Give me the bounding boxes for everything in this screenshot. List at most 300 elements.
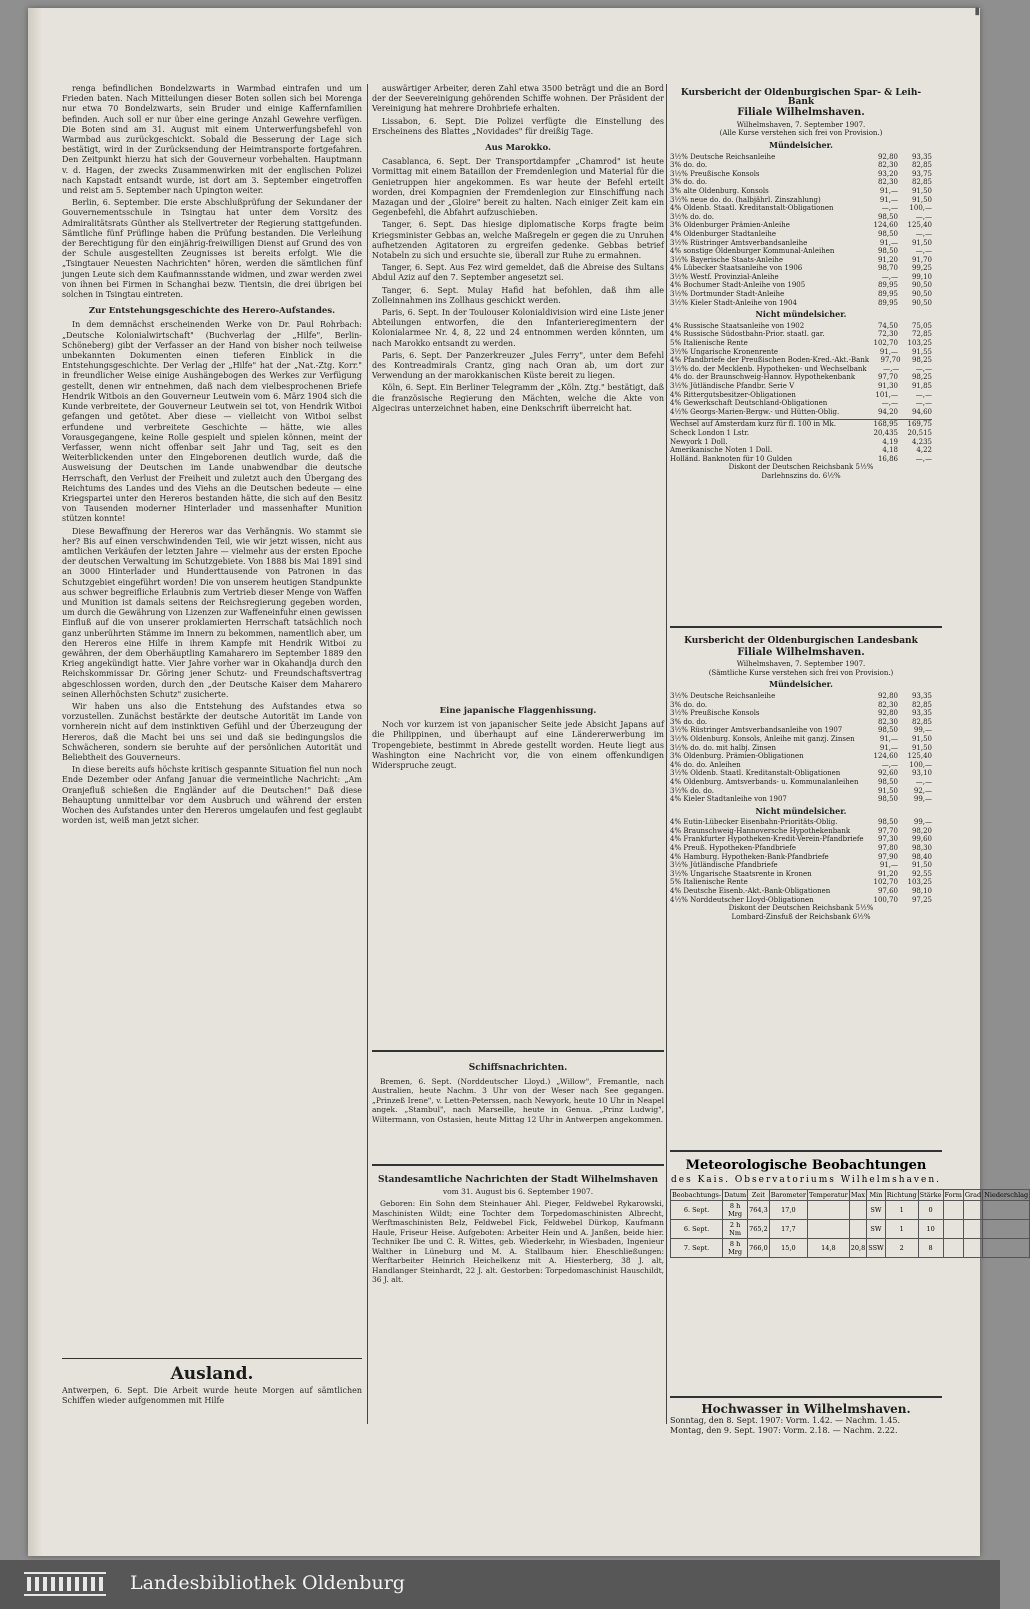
rate-label: 3% do. do. <box>670 700 708 709</box>
rate-label: 3½% Preußische Konsols <box>670 169 760 178</box>
rate-row <box>670 735 932 744</box>
weather-cell <box>963 1239 982 1258</box>
rate-bid: 92,80 <box>877 709 898 718</box>
rate-label: 4% Kieler Stadtanleihe von 1907 <box>670 795 787 804</box>
weather-cell <box>983 1239 1030 1258</box>
rate-label: 4% Oldenb. Staatl. Kreditanstalt-Obligationen <box>670 204 834 213</box>
weather-cell: 766,0 <box>748 1239 770 1258</box>
rate-label: 4% Oldenburger Stadtanleihe <box>670 229 776 238</box>
civil-register-heading: Standesamtliche Nachrichten der Stadt Wilhelmshaven <box>377 1175 659 1185</box>
article-paragraph: Paris, 6. Sept. Der Panzerkreuzer „Jules Ferry", unter dem Befehl des Kontreadmirals Crantz, ging nach Oran ab, um dort zur Verwendung an der marokkanischen Küste bereit zu liegen. <box>372 350 664 381</box>
rate-bid: 168,95 <box>873 420 898 429</box>
rate-row <box>670 887 932 896</box>
rate-label: 3½% Rüstringer Amtsverbandsanleihe von 1907 <box>670 726 843 735</box>
rate-label: Holländ. Banknoten für 10 Gulden <box>670 454 793 463</box>
rate-bid: —,— <box>881 399 898 408</box>
rate-ask: 72,85 <box>911 330 932 339</box>
rate-row <box>670 339 932 348</box>
bank-report-landesbank <box>670 634 932 921</box>
rate-ask: 4,235 <box>911 437 932 446</box>
rate-bid: 16,86 <box>877 454 898 463</box>
rate-label: 4% Russische Südostbahn-Prior. staatl. gar. <box>670 330 825 339</box>
rate-bid: 94,20 <box>877 407 898 416</box>
rate-label: 3½% Dortmunder Stadt-Anleihe <box>670 290 785 299</box>
ausland-text: Antwerpen, 6. Sept. Die Arbeit wurde heute Morgen auf sämtlichen Schiffen wieder aufgenommen mit Hilfe <box>62 1386 362 1406</box>
rate-label: 4% Preuß. Hypotheken-Pfandbriefe <box>670 844 797 853</box>
rate-row <box>670 221 932 230</box>
rate-row <box>670 348 932 357</box>
weather-cell: 8 <box>918 1239 943 1258</box>
rate-ask: 94,60 <box>911 407 932 416</box>
rate-ask: 92,55 <box>911 869 932 878</box>
section-rule <box>372 1050 664 1052</box>
rate-ask: 99,— <box>913 818 932 827</box>
section-label: Nicht mündelsicher. <box>755 309 847 320</box>
rate-bid: 91,— <box>879 195 898 204</box>
rate-ask: 100,— <box>909 760 932 769</box>
rate-label: 4% Deutsche Eisenb.-Akt.-Bank-Obligationen <box>670 887 831 896</box>
rate-ask: 93,75 <box>911 169 932 178</box>
bank-report-title: Kursbericht der Oldenburgischen Spar- & Leih-Bank <box>680 88 922 107</box>
tide-table <box>670 1404 942 1436</box>
rate-bid: 101,— <box>875 390 898 399</box>
civil-register-box <box>372 1174 664 1434</box>
rate-bid: —,— <box>881 204 898 213</box>
ausland-heading: Ausland. <box>170 1364 254 1384</box>
rate-bid: 82,30 <box>877 161 898 170</box>
weather-cell <box>983 1220 1030 1239</box>
rate-row <box>670 230 932 239</box>
rate-label: 3½% Ungarische Staatsrente in Kronen <box>670 869 812 878</box>
article-paragraph: Lissabon, 6. Sept. Die Polizei verfügte die Einstellung des Erscheinens des Blattes „Novidades" für dreißig Tage. <box>372 116 664 136</box>
rate-bid: 92,60 <box>877 769 898 778</box>
rate-ask: 98,10 <box>911 887 932 896</box>
rate-row <box>670 356 932 365</box>
section-rule <box>372 1164 664 1166</box>
rate-bid: 89,95 <box>877 298 898 307</box>
rate-ask: 99,10 <box>911 272 932 281</box>
rate-row <box>670 718 932 727</box>
rate-bid: 89,95 <box>877 281 898 290</box>
weather-cell: SSW <box>867 1239 885 1258</box>
rate-row <box>670 429 932 438</box>
rate-label: 4% Bochumer Stadt-Anleihe von 1905 <box>670 281 806 290</box>
rate-ask: 75,05 <box>911 321 932 330</box>
rate-ask: —,— <box>915 390 932 399</box>
rate-row <box>670 795 932 804</box>
weather-cell: 2 h Nm <box>723 1220 748 1239</box>
rate-label: Wechsel auf Amsterdam kurz für fl. 100 in Mk. <box>670 420 836 429</box>
rate-ask: 97,25 <box>911 895 932 904</box>
weather-column-header: Datum <box>724 1191 747 1199</box>
rate-bid: 91,— <box>879 861 898 870</box>
rate-row <box>670 438 932 447</box>
library-name: Landesbibliothek Oldenburg <box>130 1572 405 1594</box>
rate-bid: 124,60 <box>873 752 898 761</box>
article-paragraph: auswärtiger Arbeiter, deren Zahl etwa 3500 beträgt und die an Bord der der Seevereinigung gehörenden Schiffe wohnen. Der Präsident der Vereinigung hat mehrere Drohbriefe erhalten. <box>372 84 664 114</box>
weather-cell: 764,3 <box>748 1201 770 1220</box>
weather-column-header: Min <box>867 1190 885 1201</box>
rate-row <box>670 709 932 718</box>
rate-label: 3½% do. do. <box>670 786 714 795</box>
rate-label: 3% do. do. <box>670 178 708 187</box>
civil-register-period: vom 31. August bis 6. September 1907. <box>442 1186 594 1196</box>
rate-bid: 91,— <box>879 347 898 356</box>
weather-cell <box>849 1201 866 1220</box>
article-heading: Aus Marokko. <box>485 143 551 154</box>
rate-label: 4% Pfandbriefe der Preußischen Boden-Kred.-Akt.-Bank <box>670 356 870 365</box>
article-heading: Eine japanische Flaggenhissung. <box>439 706 597 716</box>
rate-ask: 99,— <box>913 726 932 735</box>
bank-report-date: Wilhelmshaven, 7. September 1907. <box>736 660 866 669</box>
rate-bid: 100,70 <box>873 895 898 904</box>
weather-column-header: Barometer <box>770 1191 806 1199</box>
article-paragraph: Berlin, 6. September. Die erste Abschlußprüfung der Sekundaner der Gouvernementsschule in Tsingtau hat unter dem Vorsitz des Admiralitätsrats Günther als Stellvertreter der Regierung stattgefunden. Sämtliche fünf Prüflinge haben die Prüfung bestanden. Die Verleihung der Berechtigung für den einjährig-freiwilligen Dienst auf Grund des von der Schule ausgestellten Zeugnisses ist bereits erfolgt. Wie die „Tsingtauer Neuesten Nachrichten" hören, werden die sämtlichen fünf jungen Leute sich dem Kaufmannsstande widmen, und zwar werden zwei von ihnen bei Firmen in Schanghai bezw. Tientsin, die drei übrigen bei solchen in Tsingtau eintreten. <box>62 198 362 300</box>
rate-label: 3% do. do. <box>670 717 708 726</box>
rate-bid: 91,— <box>879 186 898 195</box>
weather-cell <box>808 1201 850 1220</box>
rate-bid: 72,30 <box>877 330 898 339</box>
rate-row <box>670 239 932 248</box>
bank-report-date: Wilhelmshaven, 7. September 1907. <box>736 120 866 129</box>
rate-bid: 91,— <box>879 238 898 247</box>
rate-ask: —,— <box>915 364 932 373</box>
rate-row <box>670 204 932 213</box>
weather-cell: 10 <box>918 1220 943 1239</box>
rate-row <box>670 896 932 905</box>
rate-bid: 97,30 <box>877 835 898 844</box>
rate-row <box>670 213 932 222</box>
rate-bid: 98,50 <box>877 726 898 735</box>
weather-column-header: Max <box>850 1191 866 1199</box>
civil-register-text: Geboren: Ein Sohn dem Steinhauer Ahl. Pieger, Feldwebel Rykarowski, Maschinisten Wildt; eine Tochter dem Torpedomaschinisten Albrecht, Werftmaschinisten Belz, Feldwebel Fick, Feldwebel Dürkop, Kaufmann Haule, Friseur Heise. Aufgeboten: Arbeiter Hein und A. Janßen, beide hier. Techniker Ibe und C. R. Wittes, geb. Wiederkehr, in Wiesbaden, Ingenieur Walther in Lüneburg und M. A. Stallbaum hier. Eheschließungen: Werftarbeiter Heinrich Heichelkenz mit A. Hiesterberg, 38 J. alt, Handlanger Steinhardt, 22 J. alt. Gestorben: Torpedomaschinist Hauschildt, 36 J. alt. <box>372 1199 664 1284</box>
weather-cell: 1 <box>885 1201 918 1220</box>
rate-ask: —,— <box>915 247 932 256</box>
column-1 <box>62 84 362 1364</box>
library-building-icon <box>22 1568 108 1598</box>
footer-bar <box>0 1560 1000 1609</box>
rate-ask: 90,50 <box>911 290 932 299</box>
rate-bid: 91,50 <box>877 786 898 795</box>
bank-report-branch: Filiale Wilhelmshaven. <box>737 646 865 658</box>
discount-rate: Diskont der Deutschen Reichsbank 5½% <box>728 463 874 472</box>
rate-bid: 98,50 <box>877 818 898 827</box>
weather-observations <box>670 1158 1029 1258</box>
weather-row <box>671 1201 1030 1220</box>
rate-row <box>670 446 932 455</box>
rate-row <box>670 290 932 299</box>
rate-row <box>670 281 932 290</box>
rate-bid: 82,30 <box>877 717 898 726</box>
rate-label: 4% Hamburg. Hypotheken-Bank-Pfandbriefe <box>670 852 829 861</box>
rate-label: 3½% Jütländische Pfandbr. Serie V <box>670 382 795 390</box>
rate-row <box>670 878 932 887</box>
rate-ask: 82,85 <box>911 161 932 170</box>
rate-label: 4% Eutin-Lübecker Eisenbahn-Prioritäts-Oblig. <box>670 818 838 827</box>
rate-bid: 97,90 <box>877 852 898 861</box>
rate-ask: 98,20 <box>911 826 932 835</box>
rate-label: 3½% Bayerische Staats-Anleihe <box>670 255 784 264</box>
rate-ask: 91,50 <box>911 186 932 195</box>
rate-row <box>670 778 932 787</box>
rate-ask: 92,— <box>913 786 932 795</box>
rate-bid: 74,50 <box>877 321 898 330</box>
section-rule <box>670 626 942 628</box>
rate-label: 3½% Preußische Konsols <box>670 709 760 718</box>
weather-cell <box>963 1201 982 1220</box>
rate-row <box>670 787 932 796</box>
rate-label: 4½% Norddeutscher Lloyd-Obligationen <box>670 895 814 904</box>
rate-label: 4% do. der Braunschweig-Hannov. Hypothekenbank <box>670 373 856 382</box>
rate-bid: 82,30 <box>877 700 898 709</box>
weather-cell: 2 <box>885 1239 918 1258</box>
rate-bid: 97,70 <box>877 373 898 382</box>
weather-cell <box>963 1220 982 1239</box>
weather-column-header: Stärke <box>919 1191 942 1199</box>
rate-label: 3½% Ungarische Kronenrente <box>670 347 779 356</box>
rate-label: 3½% Deutsche Reichsanleihe <box>670 152 776 161</box>
rate-row <box>670 870 932 879</box>
tide-title: Hochwasser in Wilhelmshaven. <box>701 1402 911 1416</box>
rate-ask: 82,85 <box>911 717 932 726</box>
ship-news-heading: Schiffsnachrichten. <box>468 1063 568 1073</box>
bank-report-title: Kursbericht der Oldenburgischen Landesbank <box>684 636 918 646</box>
rate-bid: 98,50 <box>877 777 898 786</box>
weather-cell: 8 h Mrg <box>723 1201 748 1220</box>
rate-bid: 4,19 <box>882 437 898 446</box>
article-paragraph: renga befindlichen Bondelzwarts in Warmbad eintrafen und um Frieden baten. Nach Mitteilungen dieser Boten sollen sich bei Morenga nur etwa 70 Bondelzwarts, sein Bruder und einige Kaffernfamilien befinden. Auch soll er nur über eine geringe Anzahl Gewehre verfügen. Die Boten sind am 31. August mit einem Unterwerfungsbefehl von Warmbad aus zurückgeschickt. Sobald die Besserung der Lage sich bestätigt, wird in der Zurücksendung der Heimtransporte fortgefahren. Den Zeitpunkt hierzu hat sich der Gouverneur vorbehalten. Hauptmann v. d. Hagen, der zwecks Zusammenwirken mit der englischen Polizei nach Kapstadt entsandt wurde, ist dort am 3. September eingetroffen und reist am 5. September nach Upington weiter. <box>62 84 362 196</box>
weather-cell: 20,8 <box>849 1239 866 1258</box>
article-paragraph: In diese bereits aufs höchste kritisch gespannte Situation fiel nun noch Ende Dezember oder Anfang Januar die vermeintliche Nachricht: „Am Oranjefluß schießen die Engländer auf die Deutschen!" Daß diese Behauptung unmittelbar vor dem Ausbruch und während der ersten Wochen des Aufstandes unter den Hereros umgelaufen und fest geglaubt worden ist, weiß man jetzt sicher. <box>62 765 362 826</box>
rate-label: 4% Lübecker Staatsanleihe von 1906 <box>670 264 803 273</box>
page-fold-shadow <box>28 8 42 1556</box>
rate-row <box>670 161 932 170</box>
discount-rate: Diskont der Deutschen Reichsbank 5½% <box>728 904 874 913</box>
rate-row <box>670 844 932 853</box>
rate-label: 3% do. do. <box>670 161 708 170</box>
weather-cell: 15,0 <box>769 1239 807 1258</box>
rate-ask: 98,30 <box>911 844 932 853</box>
rate-row <box>670 256 932 265</box>
rate-label: 4½% Georgs-Marien-Bergw.- und Hütten-Oblig. <box>670 407 840 416</box>
rate-row <box>670 455 932 464</box>
loan-rate: Darlehnszins do. 6½% <box>761 471 841 480</box>
rate-row <box>670 391 932 400</box>
rate-row <box>670 701 932 710</box>
rate-bid: 98,50 <box>877 212 898 221</box>
rate-row <box>670 322 932 331</box>
rate-ask: 103,25 <box>907 878 932 887</box>
rate-bid: 89,95 <box>877 290 898 299</box>
ship-news-text: Bremen, 6. Sept. (Norddeutscher Lloyd.) „Willow", Fremantle, nach Australien, heute Nachm. 3 Uhr von der Weser nach See gegangen. „Prinzeß Irene", v. Letten-Peterssen, nach Newyork, heute 10 Uhr in Neapel angek. „Stambul", nach Marseille, heute in Genua. „Prinz Ludwig", Wiltermann, von Ostasien, heute Mittag 12 Uhr in Antwerpen angekommen. <box>372 1076 664 1124</box>
article-paragraph: Tanger, 6. Sept. Das hiesige diplomatische Korps fragte beim Kriegsminister Gebbas an, welche Maßregeln er gegen die zu Unruhen aufhetzenden Agitatoren zu ergreifen gedenke. Gebbas betrief Notabeln zu sich und ersuchte sie, überall zur Ruhe zu ermahnen. <box>372 220 664 261</box>
weather-cell: 6. Sept. <box>671 1220 723 1239</box>
rate-bid: 93,20 <box>877 169 898 178</box>
rate-ask: 4,22 <box>916 446 932 455</box>
page-corner-mark: ▮ <box>974 6 980 17</box>
rate-bid: 102,70 <box>873 339 898 348</box>
weather-column-header: Grad <box>964 1191 982 1199</box>
rate-row <box>670 420 932 429</box>
rate-ask: 91,50 <box>911 238 932 247</box>
rate-ask: 91,70 <box>911 255 932 264</box>
weather-subtitle: des Kais. Observatoriums Wilhelmshaven. <box>671 1175 941 1185</box>
rate-row <box>670 818 932 827</box>
rate-ask: 99,25 <box>911 264 932 273</box>
rate-row <box>670 153 932 162</box>
weather-cell: 1 <box>885 1220 918 1239</box>
article-paragraph: In dem demnächst erscheinenden Werke von Dr. Paul Rohrbach: „Deutsche Kolonialwirtschaft" (Buchverlag der „Hilfe", Berlin-Schöneberg) gibt der Verfasser an der Hand von bisher noch teilweise unbekannten Dokumenten einen tieferen Einblick in die Entstehungsgeschichte. Der Verlag der „Hilfe" hat der „Nat.-Ztg. Korr." in freundlicher Weise einige Aushängebogen des Werkes zur Verfügung gestellt, denen wir entnehmen, daß nach dem vielbesprochenen Briefe Hendrik Witbois an den Gouverneur Leutwein vom 6. März 1904 sich die Kunde verbreitete, der Gouverneur Leutwein sei tot, von Hendrik Witboi gefangen und getötet. Aber diese — vielleicht von Witboi selbst erfundene und verbreitete Geschichte — hätte, wie alles Vorausgegangene, keine Rolle gespielt und spielen können, meint der Verfasser, wenn nicht offenbar seit Jahr und Tag, seit es den Weiterblickenden unter den Eingeborenen deutlich wurde, daß die Ausweisung der Deutschen im Lande unabwendbar die deutsche Herrschaft, den Verlust der Freiheit und zuletzt auch den Übergang des Reichtums des Landes und des Viehs an die Deutschen bedeute — eine Kriegspartei unter den Hereros bestanden hätte, die sich auf den Besitz von Tausenden moderner Hinterlader und massenhafter Munition stützen konnte! <box>62 320 362 524</box>
weather-cell: 0 <box>918 1201 943 1220</box>
rate-label: 4% Rittergutsbesitzer-Obligationen <box>670 390 796 399</box>
ship-news-box <box>372 1062 664 1158</box>
rate-label: 5% Italienische Rente <box>670 339 748 348</box>
rate-ask: 91,85 <box>911 382 932 390</box>
rate-label: Amerikanische Noten 1 Doll. <box>670 446 773 455</box>
rate-row <box>670 761 932 770</box>
rate-label: 4% Frankfurter Hypotheken-Kredit-Verein-Pfandbriefe <box>670 835 864 844</box>
rate-label: 3½% do. do. mit halbj. Zinsen <box>670 743 776 752</box>
rate-bid: 91,— <box>879 734 898 743</box>
rate-ask: 91,50 <box>911 861 932 870</box>
tide-line: Sonntag, den 8. Sept. 1907: Vorm. 1.42. — Nachm. 1.45. <box>670 1416 900 1425</box>
weather-cell <box>943 1201 963 1220</box>
weather-cell <box>983 1201 1030 1220</box>
rate-ask: —,— <box>915 777 932 786</box>
rate-bid: 91,30 <box>877 382 898 390</box>
rate-label: 4% Russische Staatsanleihe von 1902 <box>670 321 805 330</box>
weather-column-header: Temperatur <box>809 1191 848 1199</box>
rate-ask: 98,25 <box>911 373 932 382</box>
rate-ask: —,— <box>915 229 932 238</box>
rate-row <box>670 744 932 753</box>
weather-cell: 14,8 <box>808 1239 850 1258</box>
rate-ask: —,— <box>915 454 932 463</box>
bank-report-note: (Alle Kurse verstehen sich frei von Provision.) <box>719 129 883 138</box>
article-paragraph: Tanger, 6. Sept. Aus Fez wird gemeldet, daß die Abreise des Sultans Abdul Aziz auf den 7. September angesetzt sei. <box>372 263 664 283</box>
rate-ask: 90,50 <box>911 281 932 290</box>
column-rule <box>666 84 667 1424</box>
rate-label: 3½% neue do. do. (halbjährl. Zinszahlung) <box>670 195 821 204</box>
rate-row <box>670 373 932 382</box>
rate-ask: 91,50 <box>911 195 932 204</box>
rate-row <box>670 861 932 870</box>
rate-row <box>670 299 932 308</box>
rate-row <box>670 726 932 735</box>
rate-bid: 92,80 <box>877 152 898 161</box>
rate-bid: 98,50 <box>877 229 898 238</box>
rate-row <box>670 408 932 417</box>
rate-label: 4% do. do. Anleihen <box>670 760 741 769</box>
rate-label: 3½% Oldenb. Staatl. Kreditanstalt-Obligationen <box>670 769 841 778</box>
bank-report-note: (Sämtliche Kurse verstehen sich frei von Provision.) <box>708 668 894 677</box>
rate-ask: 82,85 <box>911 700 932 709</box>
tide-line: Montag, den 9. Sept. 1907: Vorm. 2.18. — Nachm. 2.22. <box>670 1426 898 1435</box>
rate-row <box>670 853 932 862</box>
rate-row <box>670 835 932 844</box>
weather-cell <box>849 1220 866 1239</box>
rate-bid: 20,435 <box>873 428 898 437</box>
rate-row <box>670 752 932 761</box>
weather-column-header: Zeit <box>748 1190 770 1201</box>
rate-label: 3% alte Oldenburg. Konsols <box>670 186 769 195</box>
rate-bid: —,— <box>881 760 898 769</box>
bank-report-branch: Filiale Wilhelmshaven. <box>737 107 865 119</box>
rate-label: 4% Gewerkschaft Deutschland-Obligationen <box>670 399 828 408</box>
rate-label: 3½% Deutsche Reichsanleihe <box>670 691 776 700</box>
rate-bid: 97,70 <box>880 356 901 365</box>
rate-ask: 91,50 <box>911 743 932 752</box>
rate-label: 3% Oldenburg. Prämien-Obligationen <box>670 752 804 761</box>
rate-row <box>670 196 932 205</box>
article-paragraph: Tanger, 6. Sept. Mulay Hafid hat befohlen, daß ihm alle Zolleinnahmen ins Zollhaus geschickt werden. <box>372 285 664 305</box>
rate-ask: 82,85 <box>911 178 932 187</box>
rate-label: Scheck London 1 Lstr. <box>670 428 750 437</box>
rate-row <box>670 399 932 408</box>
weather-column-header: Niederschlag <box>984 1191 1029 1199</box>
rate-bid: —,— <box>883 364 900 373</box>
rate-ask: 125,40 <box>907 752 932 761</box>
rate-bid: 124,60 <box>873 221 898 230</box>
article-paragraph: Paris, 6. Sept. In der Toulouser Kolonialdivision wird eine Liste jener Abteilungen entworfen, die den Infanterieregimentern der Kolonialarmee Nr. 4, 8, 22 und 24 entnommen werden könnten, um nach Marokko entsandt zu werden. <box>372 308 664 348</box>
weather-cell: 7. Sept. <box>671 1239 723 1258</box>
rate-row <box>670 330 932 339</box>
article-paragraph: Wir haben uns also die Entstehung des Aufstandes etwa so vorzustellen. Zunächst bestärkte der deutsche Autorität im Lande von vornherein nicht auf dem instinktiven Gefühl und der Überzeugung der Hereros, daß die Macht bei uns sei und daß sie bedingungslos die Schwächeren, sondern sie beruhte auf der persönlichen Autorität und Beliebtheit des Gouverneurs. <box>62 701 362 762</box>
rate-label: 3½% Kieler Stadt-Anleihe von 1904 <box>670 298 797 307</box>
weather-cell: 17,0 <box>769 1201 807 1220</box>
rate-ask: —,— <box>915 399 932 408</box>
rate-label: 4% Braunschweig-Hannoversche Hypothekenbank <box>670 826 851 835</box>
article-heading: Zur Entstehungsgeschichte des Herero-Aufstandes. <box>88 306 336 317</box>
weather-row <box>671 1220 1030 1239</box>
rate-row <box>670 187 932 196</box>
weather-cell <box>808 1220 850 1239</box>
section-rule <box>670 1396 942 1398</box>
rate-ask: 103,25 <box>907 339 932 348</box>
rate-bid: 97,70 <box>877 826 898 835</box>
column-2 <box>372 84 664 689</box>
weather-cell: SW <box>867 1201 885 1220</box>
rate-ask: 93,10 <box>911 769 932 778</box>
rate-bid: 92,80 <box>877 691 898 700</box>
rate-ask: —,— <box>915 212 932 221</box>
column-rule <box>367 84 368 1424</box>
rate-row <box>670 692 932 701</box>
rate-label: Newyork 1 Doll. <box>670 437 728 446</box>
rate-row <box>670 273 932 282</box>
weather-cell <box>943 1239 963 1258</box>
bank-report-spar-leih <box>670 86 932 481</box>
article-paragraph: Noch vor kurzem ist von japanischer Seite jede Absicht Japans auf die Philippinen, und überhaupt auf eine Ländererwerbung im Tropengebiete, bestimmt in Abrede gestellt worden. Heute liegt aus Washington eine Nachricht vor, die von einem offenkundigen Widerspruche zeugt. <box>372 720 664 771</box>
weather-cell: 6. Sept. <box>671 1201 723 1220</box>
rate-row <box>670 382 932 391</box>
rate-bid: 98,50 <box>877 795 898 804</box>
rate-ask: 99,— <box>913 795 932 804</box>
weather-title: Meteorologische Beobachtungen <box>685 1158 927 1173</box>
weather-row <box>671 1239 1030 1258</box>
rate-row <box>670 769 932 778</box>
rate-label: 3½% Jütländische Pfandbriefe <box>670 861 778 870</box>
rate-ask: 20,515 <box>907 428 932 437</box>
rate-row <box>670 247 932 256</box>
rate-ask: 91,50 <box>911 734 932 743</box>
section-label: Nicht mündelsicher. <box>755 805 847 816</box>
rate-label: 3% Oldenburger Prämien-Anleihe <box>670 221 790 230</box>
rate-ask: 90,50 <box>911 298 932 307</box>
rate-bid: 82,30 <box>877 178 898 187</box>
rate-bid: —,— <box>881 272 898 281</box>
rate-label: 3½% Oldenburg. Konsols, Anleihe mit ganzj. Zinsen <box>670 734 855 743</box>
